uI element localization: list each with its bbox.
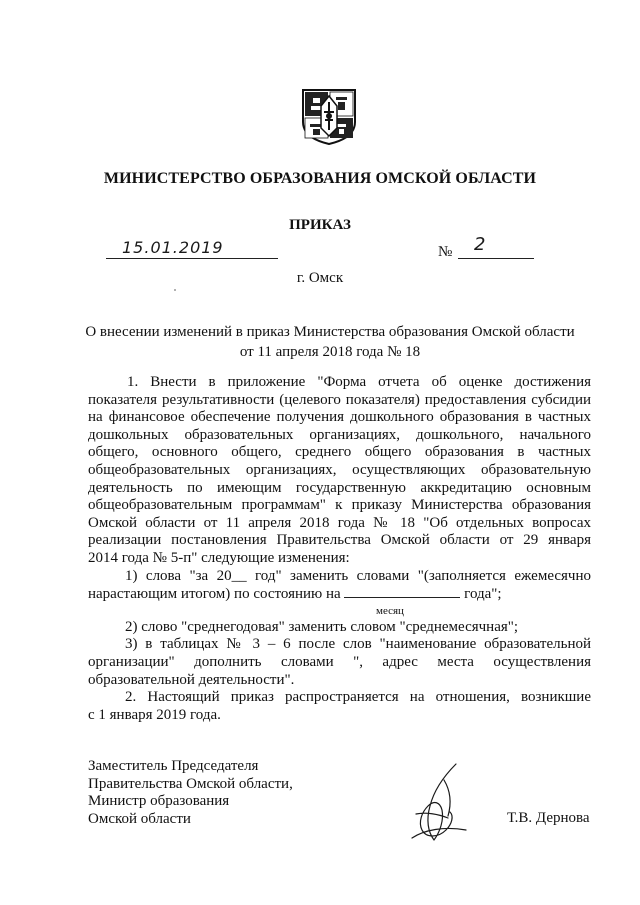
paragraph-line: реализации постановления Правительства Омской области от 29 января bbox=[88, 532, 591, 549]
signatory-title bbox=[88, 758, 293, 828]
paragraph-line: Омской области от 11 апреля 2018 года № 18 "Об отдельных вопросах bbox=[88, 514, 591, 531]
coat-of-arms-icon bbox=[301, 88, 357, 146]
paragraph-line: 1. Внести в приложение "Форма отчета об оценке достижения bbox=[127, 374, 591, 390]
list-item-line: 1) слова "за 20__ год" заменить словами "(заполняется ежемесячно bbox=[125, 567, 591, 584]
order-number: 2 bbox=[474, 234, 486, 255]
month-blank bbox=[344, 585, 460, 598]
title-line: Омской области bbox=[88, 810, 191, 827]
title-line: Министр образования bbox=[88, 793, 230, 810]
city: г. Омск bbox=[296, 270, 344, 286]
subject-line: О внесении изменений в приказ Министерства образования Омской области bbox=[85, 324, 575, 340]
list-item-line: образовательной деятельности". bbox=[88, 671, 295, 688]
list-item-line bbox=[88, 585, 591, 604]
paragraph-line: 2. Настоящий приказ распространяется на отношения, возникшие bbox=[125, 689, 591, 706]
paragraph-line: на финансовое обеспечение получения дошкольного образования в частных bbox=[88, 409, 591, 426]
order-body bbox=[88, 374, 591, 724]
subject-line: от 11 апреля 2018 года № 18 bbox=[239, 344, 421, 360]
month-caption: месяц bbox=[376, 604, 404, 617]
number-underline bbox=[458, 258, 534, 259]
item-text: нарастающим итогом) по состоянию на bbox=[88, 586, 341, 603]
paragraph-line: общеобразовательных организациях, осуществляющих образовательную bbox=[88, 461, 591, 478]
order-date: 15.01.2019 bbox=[122, 238, 224, 257]
document-type: ПРИКАЗ bbox=[289, 217, 351, 233]
number-label: № bbox=[438, 244, 453, 260]
paragraph-line: показателя результативности (целевого показателя) предоставления субсидии bbox=[88, 391, 591, 408]
scan-speck bbox=[174, 289, 176, 291]
signatory-name: Т.В. Дернова bbox=[507, 810, 590, 826]
order-subject bbox=[60, 322, 600, 362]
ministry-name: МИНИСТЕРСТВО ОБРАЗОВАНИЯ ОМСКОЙ ОБЛАСТИ bbox=[103, 170, 537, 187]
title-line: Правительства Омской области, bbox=[88, 775, 293, 792]
list-item-line: 2) слово "среднегодовая" заменить словом "среднемесячная"; bbox=[125, 618, 519, 635]
title-line: Заместитель Председателя bbox=[88, 758, 259, 774]
paragraph-line: дошкольных образовательных организациях, дошкольного, начального bbox=[88, 426, 591, 443]
list-item-line: 3) в таблицах № 3 – 6 после слов "наименование образовательной bbox=[125, 636, 591, 653]
signature-icon bbox=[404, 760, 470, 848]
list-item-line: организации" дополнить словами ", адрес места осуществления bbox=[88, 653, 591, 670]
paragraph-line: общего, основного общего, среднего общего образования в частных bbox=[88, 444, 591, 461]
paragraph-line: общеобразовательным программам" к приказу Министерства образования bbox=[88, 497, 591, 514]
paragraph-line: деятельность по имеющим государственную аккредитацию основным bbox=[88, 479, 591, 496]
date-underline bbox=[106, 258, 278, 259]
paragraph-line: с 1 января 2019 года. bbox=[88, 706, 221, 723]
item-text: года"; bbox=[464, 586, 502, 603]
paragraph-line: 2014 года № 5-п" следующие изменения: bbox=[88, 549, 350, 566]
